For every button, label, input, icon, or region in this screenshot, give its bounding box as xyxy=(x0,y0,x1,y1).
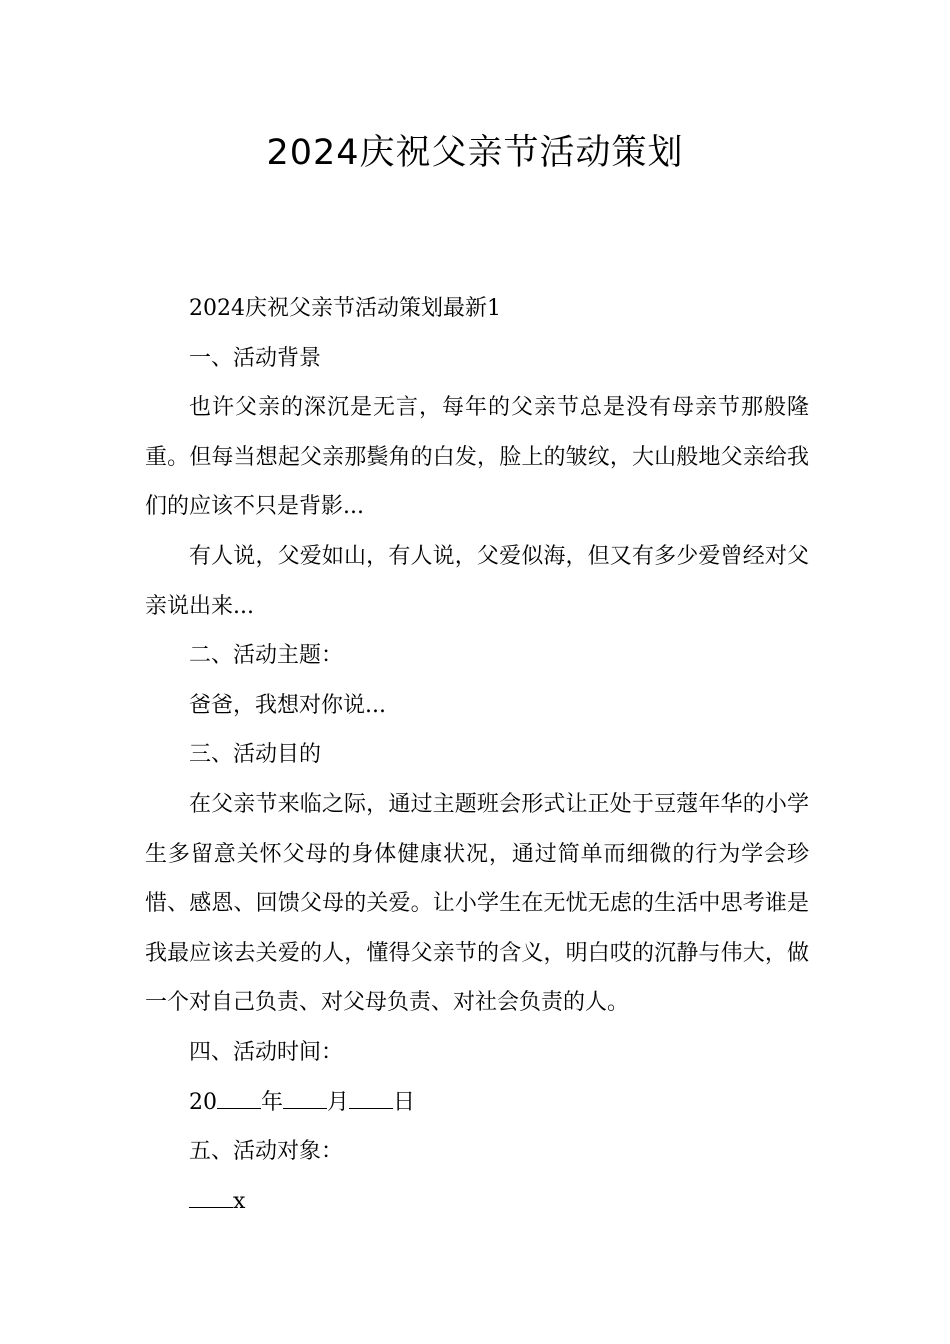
document-subtitle: 2024庆祝父亲节活动策划最新1 xyxy=(189,296,501,321)
section-heading-background: 一、活动背景 xyxy=(189,345,322,371)
section-heading-time: 四、活动时间： xyxy=(189,1039,344,1065)
goal-paragraph: 在父亲节来临之际，通过主题班会形式让正处于豆蔻年华的小学生多留意关怀父母的身体健康状况，通过简单而细微的行为学会珍惜、感恩、回馈父母的关爱。让小学生在无忧无虑的生活中思考谁是我最应该去关爱的人，懂得父亲节的含义，明白哎的沉静与伟大，做一个对自己负责、对父母负责、对社会负责的人。 xyxy=(145,791,809,1016)
section-heading-goal: 三、活动目的 xyxy=(189,742,322,768)
target-blank xyxy=(189,1185,233,1208)
time-month-label: 月 xyxy=(327,1089,350,1115)
document-title: 2024庆祝父亲节活动策划 xyxy=(266,133,684,173)
target-line xyxy=(145,1177,809,1227)
time-date-line xyxy=(145,1078,809,1128)
time-day-label: 日 xyxy=(393,1089,416,1115)
background-paragraph-2: 有人说，父爱如山，有人说，父爱似海，但又有多少爱曾经对父亲说出来... xyxy=(145,543,809,619)
time-year-prefix: 20 xyxy=(189,1089,217,1115)
background-paragraph-1: 也许父亲的深沉是无言，每年的父亲节总是没有母亲节那般隆重。但每当想起父亲那鬓角的白发，脸上的皱纹，大山般地父亲给我们的应该不只是背影... xyxy=(145,395,809,520)
section-heading-target: 五、活动对象： xyxy=(189,1139,344,1165)
time-year-label: 年 xyxy=(261,1089,284,1115)
theme-text: 爸爸，我想对你说... xyxy=(189,692,386,718)
target-suffix: x xyxy=(233,1188,246,1214)
document-body xyxy=(145,284,809,1226)
section-heading-theme: 二、活动主题： xyxy=(189,643,344,669)
day-blank xyxy=(349,1086,393,1109)
month-blank xyxy=(283,1086,327,1109)
year-blank xyxy=(217,1086,261,1109)
